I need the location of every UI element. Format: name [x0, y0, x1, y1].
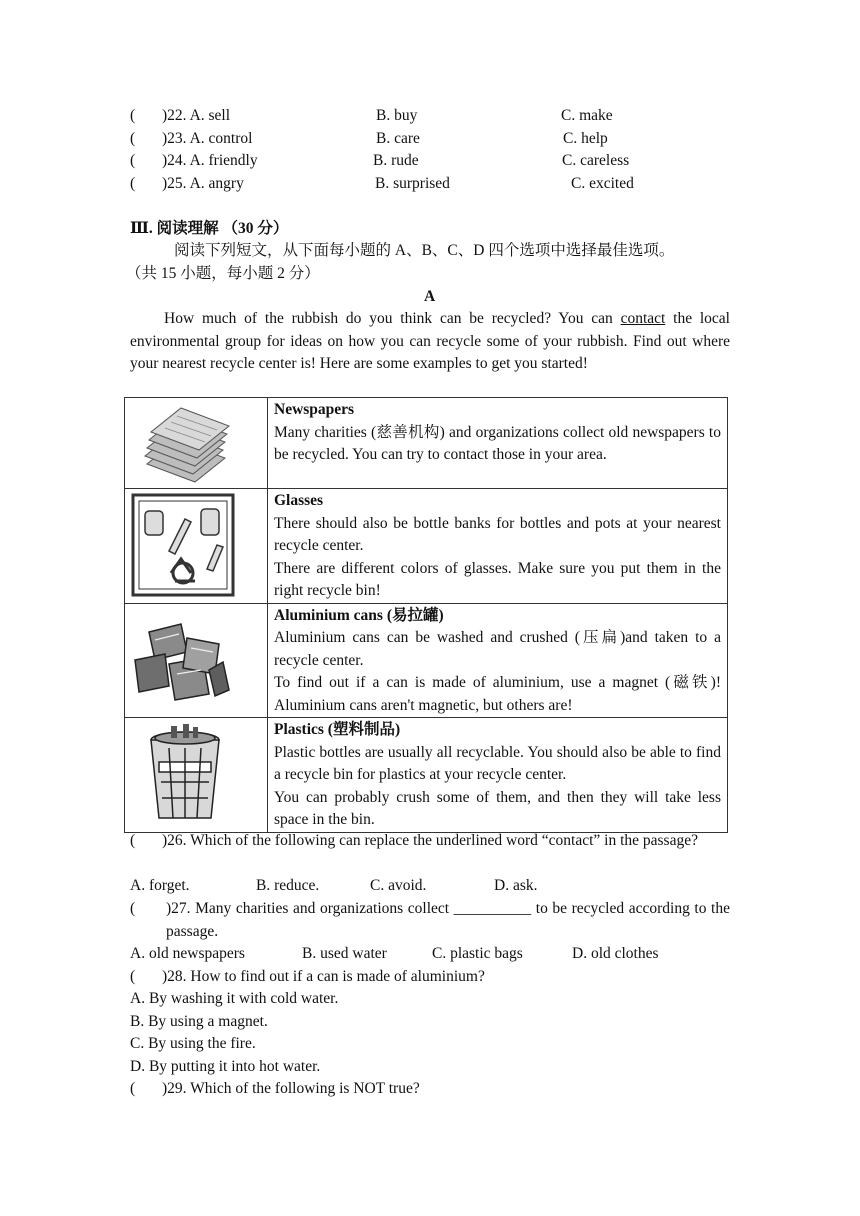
paren: ( [130, 968, 136, 985]
option-c: C. help [563, 130, 608, 147]
question-28-stem: )28. How to find out if a can is made of aluminium? [162, 968, 485, 985]
item-title: Aluminium cans (易拉罐) [274, 606, 444, 624]
newspapers-text [268, 398, 728, 489]
option-b: B. rude [373, 152, 419, 169]
plastics-cell [125, 718, 268, 833]
option-b: B. surprised [375, 175, 450, 192]
option-a: A. By washing it with cold water. [130, 990, 339, 1007]
question-number: )25. A. angry [162, 175, 244, 192]
glass-text [268, 489, 728, 604]
question-number: )22. A. sell [162, 107, 231, 124]
plastics-text [268, 718, 728, 833]
item-text: To find out if a can is made of aluminium, use a magnet (磁铁)! Aluminium cans aren't magnetic, but others are! [274, 674, 721, 714]
cans-cell [125, 603, 268, 718]
option-c: C. plastic bags [432, 945, 523, 962]
newspapers-cell [125, 398, 268, 489]
option-b: B. By using a magnet. [130, 1013, 268, 1030]
option-d: D. ask. [494, 877, 538, 894]
aluminium-cans-image [125, 604, 267, 716]
question-number: )24. A. friendly [162, 152, 258, 169]
table-row [125, 398, 728, 489]
question-27-stem: )27. Many charities and organizations collect __________ to be recycled according to the passage. [166, 900, 730, 940]
section-title: Ⅲ. 阅读理解 （30 分） [130, 220, 289, 237]
option-b: B. used water [302, 945, 387, 962]
paren: ( [130, 1080, 136, 1097]
paren: ( [130, 107, 136, 124]
section-instruction-2: （共 15 小题，每小题 2 分） [126, 265, 320, 282]
paren: ( [130, 900, 136, 917]
option-b: B. buy [376, 107, 418, 124]
question-29-stem: )29. Which of the following is NOT true? [162, 1080, 420, 1097]
option-c: C. avoid. [370, 877, 427, 894]
paren: ( [130, 130, 136, 147]
paren: ( [130, 175, 136, 192]
option-d: D. old clothes [572, 945, 659, 962]
underlined-word: contact [620, 310, 666, 327]
question-26-stem: )26. Which of the following can replace the underlined word “contact” in the passage? [162, 832, 698, 849]
section-instruction: 阅读下列短文，从下面每小题的 A、B、C、D 四个选项中选择最佳选项。 [174, 242, 675, 259]
option-b: B. reduce. [256, 877, 320, 894]
recycling-table [124, 397, 728, 833]
option-c: C. By using the fire. [130, 1035, 256, 1052]
table-row [125, 603, 728, 718]
item-text: Many charities (慈善机构) and organizations collect old newspapers to be recycled. You can try to contact those in your area. [274, 423, 721, 463]
paren: ( [130, 152, 136, 169]
item-text: Plastic bottles are usually all recyclable. You should also be able to find a recycle bin for plastics at your recycle center. [274, 743, 721, 783]
option-d: D. By putting it into hot water. [130, 1058, 321, 1075]
cans-text [268, 603, 728, 718]
table-row [125, 489, 728, 604]
option-c: C. make [561, 107, 613, 124]
newspapers-image [125, 398, 267, 488]
passage-text: How much of the rubbish do you think can be recycled? You can contact the local environmental group for ideas on how you can recycle some of your rubbish. Find out where your nearest recycle center is! Here are some examples to get you started! [130, 310, 730, 372]
item-text: Aluminium cans can be washed and crushed (压扁)and taken to a recycle center. [274, 629, 721, 669]
passage-label: A [424, 288, 436, 305]
item-title: Glasses [274, 492, 324, 509]
option-a: A. forget. [130, 877, 190, 894]
option-b: B. care [376, 130, 420, 147]
item-text: There should also be bottle banks for bottles and pots at your nearest recycle center. [274, 514, 721, 554]
option-a: A. old newspapers [130, 945, 245, 962]
glass-cell [125, 489, 268, 604]
table-row [125, 718, 728, 833]
item-title: Newspapers [274, 401, 355, 418]
paren: ( [130, 832, 136, 849]
recycle-glass-image [125, 489, 267, 601]
question-number: )23. A. control [162, 130, 253, 147]
item-text: There are different colors of glasses. Make sure you put them in the right recycle bin! [274, 559, 721, 599]
item-title: Plastics (塑料制品) [274, 721, 401, 738]
option-c: C. excited [571, 175, 634, 192]
option-c: C. careless [562, 152, 630, 169]
plastics-bin-image [125, 718, 267, 830]
item-text: You can probably crush some of them, and then they will take less space in the bin. [274, 788, 721, 828]
